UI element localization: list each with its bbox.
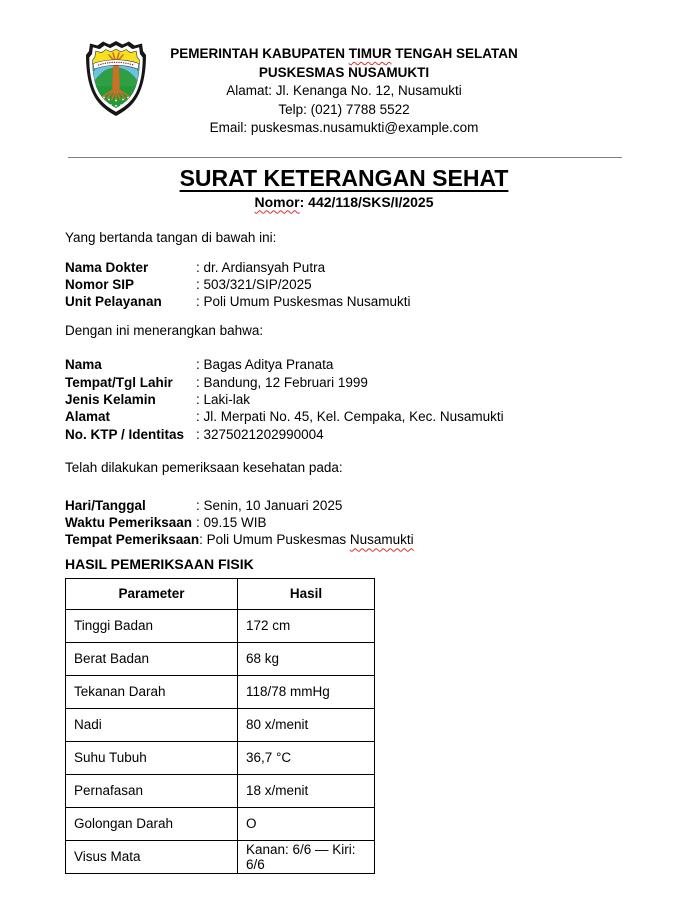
info-row xyxy=(65,497,623,514)
param-cell: Tinggi Badan xyxy=(66,609,238,642)
info-value: : Poli Umum Puskesmas Nusamukti xyxy=(196,294,411,310)
info-value xyxy=(199,531,414,548)
physical-exam-table xyxy=(65,578,375,874)
info-row xyxy=(65,293,623,310)
param-cell: Pernafasan xyxy=(66,774,238,807)
info-value-pre: : Poli Umum Puskesmas xyxy=(199,532,350,548)
table-header-cell-parameter: Parameter xyxy=(66,578,238,609)
info-label: Jenis Kelamin xyxy=(65,391,156,407)
info-label: Hari/Tanggal xyxy=(65,497,146,513)
info-value: : 503/321/SIP/2025 xyxy=(196,276,312,292)
intro-paragraph-2: Dengan ini menerangkan bahwa: xyxy=(65,323,264,339)
param-cell: Visus Mata xyxy=(66,840,238,873)
doctor-info-block xyxy=(65,259,623,311)
table-row xyxy=(66,675,375,708)
letterhead-line-puskesmas: PUSKESMAS NUSAMUKTI xyxy=(258,64,430,80)
table-row xyxy=(66,708,375,741)
document-title xyxy=(0,164,688,192)
document-title-text: SURAT KETERANGAN SEHAT xyxy=(179,164,509,191)
info-label: No. KTP / Identitas xyxy=(65,426,185,442)
table-row xyxy=(66,807,375,840)
letterhead-line-email: Email: puskesmas.nusamukti@example.com xyxy=(209,120,479,135)
info-label: Tempat Pemeriksaan xyxy=(65,532,200,548)
info-value: : Bandung, 12 Februari 1999 xyxy=(196,374,368,390)
info-row xyxy=(65,408,623,425)
letterhead-divider xyxy=(68,157,622,158)
value-cell: 36,7 °C xyxy=(238,741,375,774)
table-row xyxy=(66,840,375,873)
value-cell: 172 cm xyxy=(238,609,375,642)
table-row xyxy=(66,642,375,675)
info-value: : Jl. Merpati No. 45, Kel. Cempaka, Kec. Nusamukti xyxy=(196,409,504,425)
info-value: : Laki-lak xyxy=(196,391,251,407)
param-cell: Nadi xyxy=(66,708,238,741)
info-row xyxy=(65,426,623,443)
letterhead-line-address: Alamat: Jl. Kenanga No. 12, Nusamukti xyxy=(226,83,462,98)
param-cell: Suhu Tubuh xyxy=(66,741,238,774)
document-number-value: : 442/118/SKS/I/2025 xyxy=(299,193,434,210)
info-label: Tempat/Tgl Lahir xyxy=(65,374,173,390)
document-number xyxy=(0,194,688,211)
info-row xyxy=(65,391,623,408)
value-cell: O xyxy=(238,807,375,840)
letterhead-line1-misspelled-word: TIMUR xyxy=(348,46,392,61)
value-cell: 118/78 mmHg xyxy=(238,675,375,708)
param-cell: Tekanan Darah xyxy=(66,675,238,708)
info-label: Waktu Pemeriksaan xyxy=(65,515,193,531)
letterhead-line1-post: TENGAH SELATAN xyxy=(391,46,518,61)
value-cell: 80 x/menit xyxy=(238,708,375,741)
info-row xyxy=(65,531,623,548)
info-row xyxy=(65,514,623,531)
intro-paragraph-1: Yang bertanda tangan di bawah ini: xyxy=(65,229,277,245)
info-value: : 09.15 WIB xyxy=(196,515,267,531)
info-row xyxy=(65,276,623,293)
info-value: : dr. Ardiansyah Putra xyxy=(196,259,326,275)
examination-info-block xyxy=(65,497,623,549)
info-row xyxy=(65,259,623,276)
info-value: : 3275021202990004 xyxy=(196,426,324,442)
param-cell: Berat Badan xyxy=(66,642,238,675)
table-row xyxy=(66,741,375,774)
info-label: Alamat xyxy=(65,409,111,425)
info-row xyxy=(65,356,623,373)
info-label: Nama xyxy=(65,357,102,373)
kabupaten-seal-logo xyxy=(85,40,147,117)
value-cell: 68 kg xyxy=(238,642,375,675)
document-body xyxy=(0,229,688,874)
table-row xyxy=(66,609,375,642)
patient-info-block xyxy=(65,356,623,442)
table-header-row xyxy=(66,578,375,609)
table-header-cell-hasil: Hasil xyxy=(238,578,375,609)
letterhead-line-phone: Telp: (021) 7788 5522 xyxy=(278,101,410,117)
info-label: Nomor SIP xyxy=(65,276,135,292)
info-value-misspelled-word: Nusamukti xyxy=(349,532,414,548)
param-cell: Golongan Darah xyxy=(66,807,238,840)
document-number-label: Nomor xyxy=(254,193,300,210)
info-value: : Senin, 10 Januari 2025 xyxy=(196,497,343,513)
info-label: Nama Dokter xyxy=(65,259,149,275)
letterhead-line1-pre: PEMERINTAH KABUPATEN xyxy=(170,46,349,61)
results-section-heading: HASIL PEMERIKSAAN FISIK xyxy=(65,555,254,572)
value-cell: 18 x/menit xyxy=(238,774,375,807)
info-row xyxy=(65,374,623,391)
intro-paragraph-3: Telah dilakukan pemeriksaan kesehatan pada: xyxy=(65,459,343,475)
value-cell: Kanan: 6/6 — Kiri: 6/6 xyxy=(238,840,375,873)
info-label: Unit Pelayanan xyxy=(65,294,162,310)
table-row xyxy=(66,774,375,807)
info-value: : Bagas Aditya Pranata xyxy=(196,357,334,373)
letterhead xyxy=(0,0,688,138)
